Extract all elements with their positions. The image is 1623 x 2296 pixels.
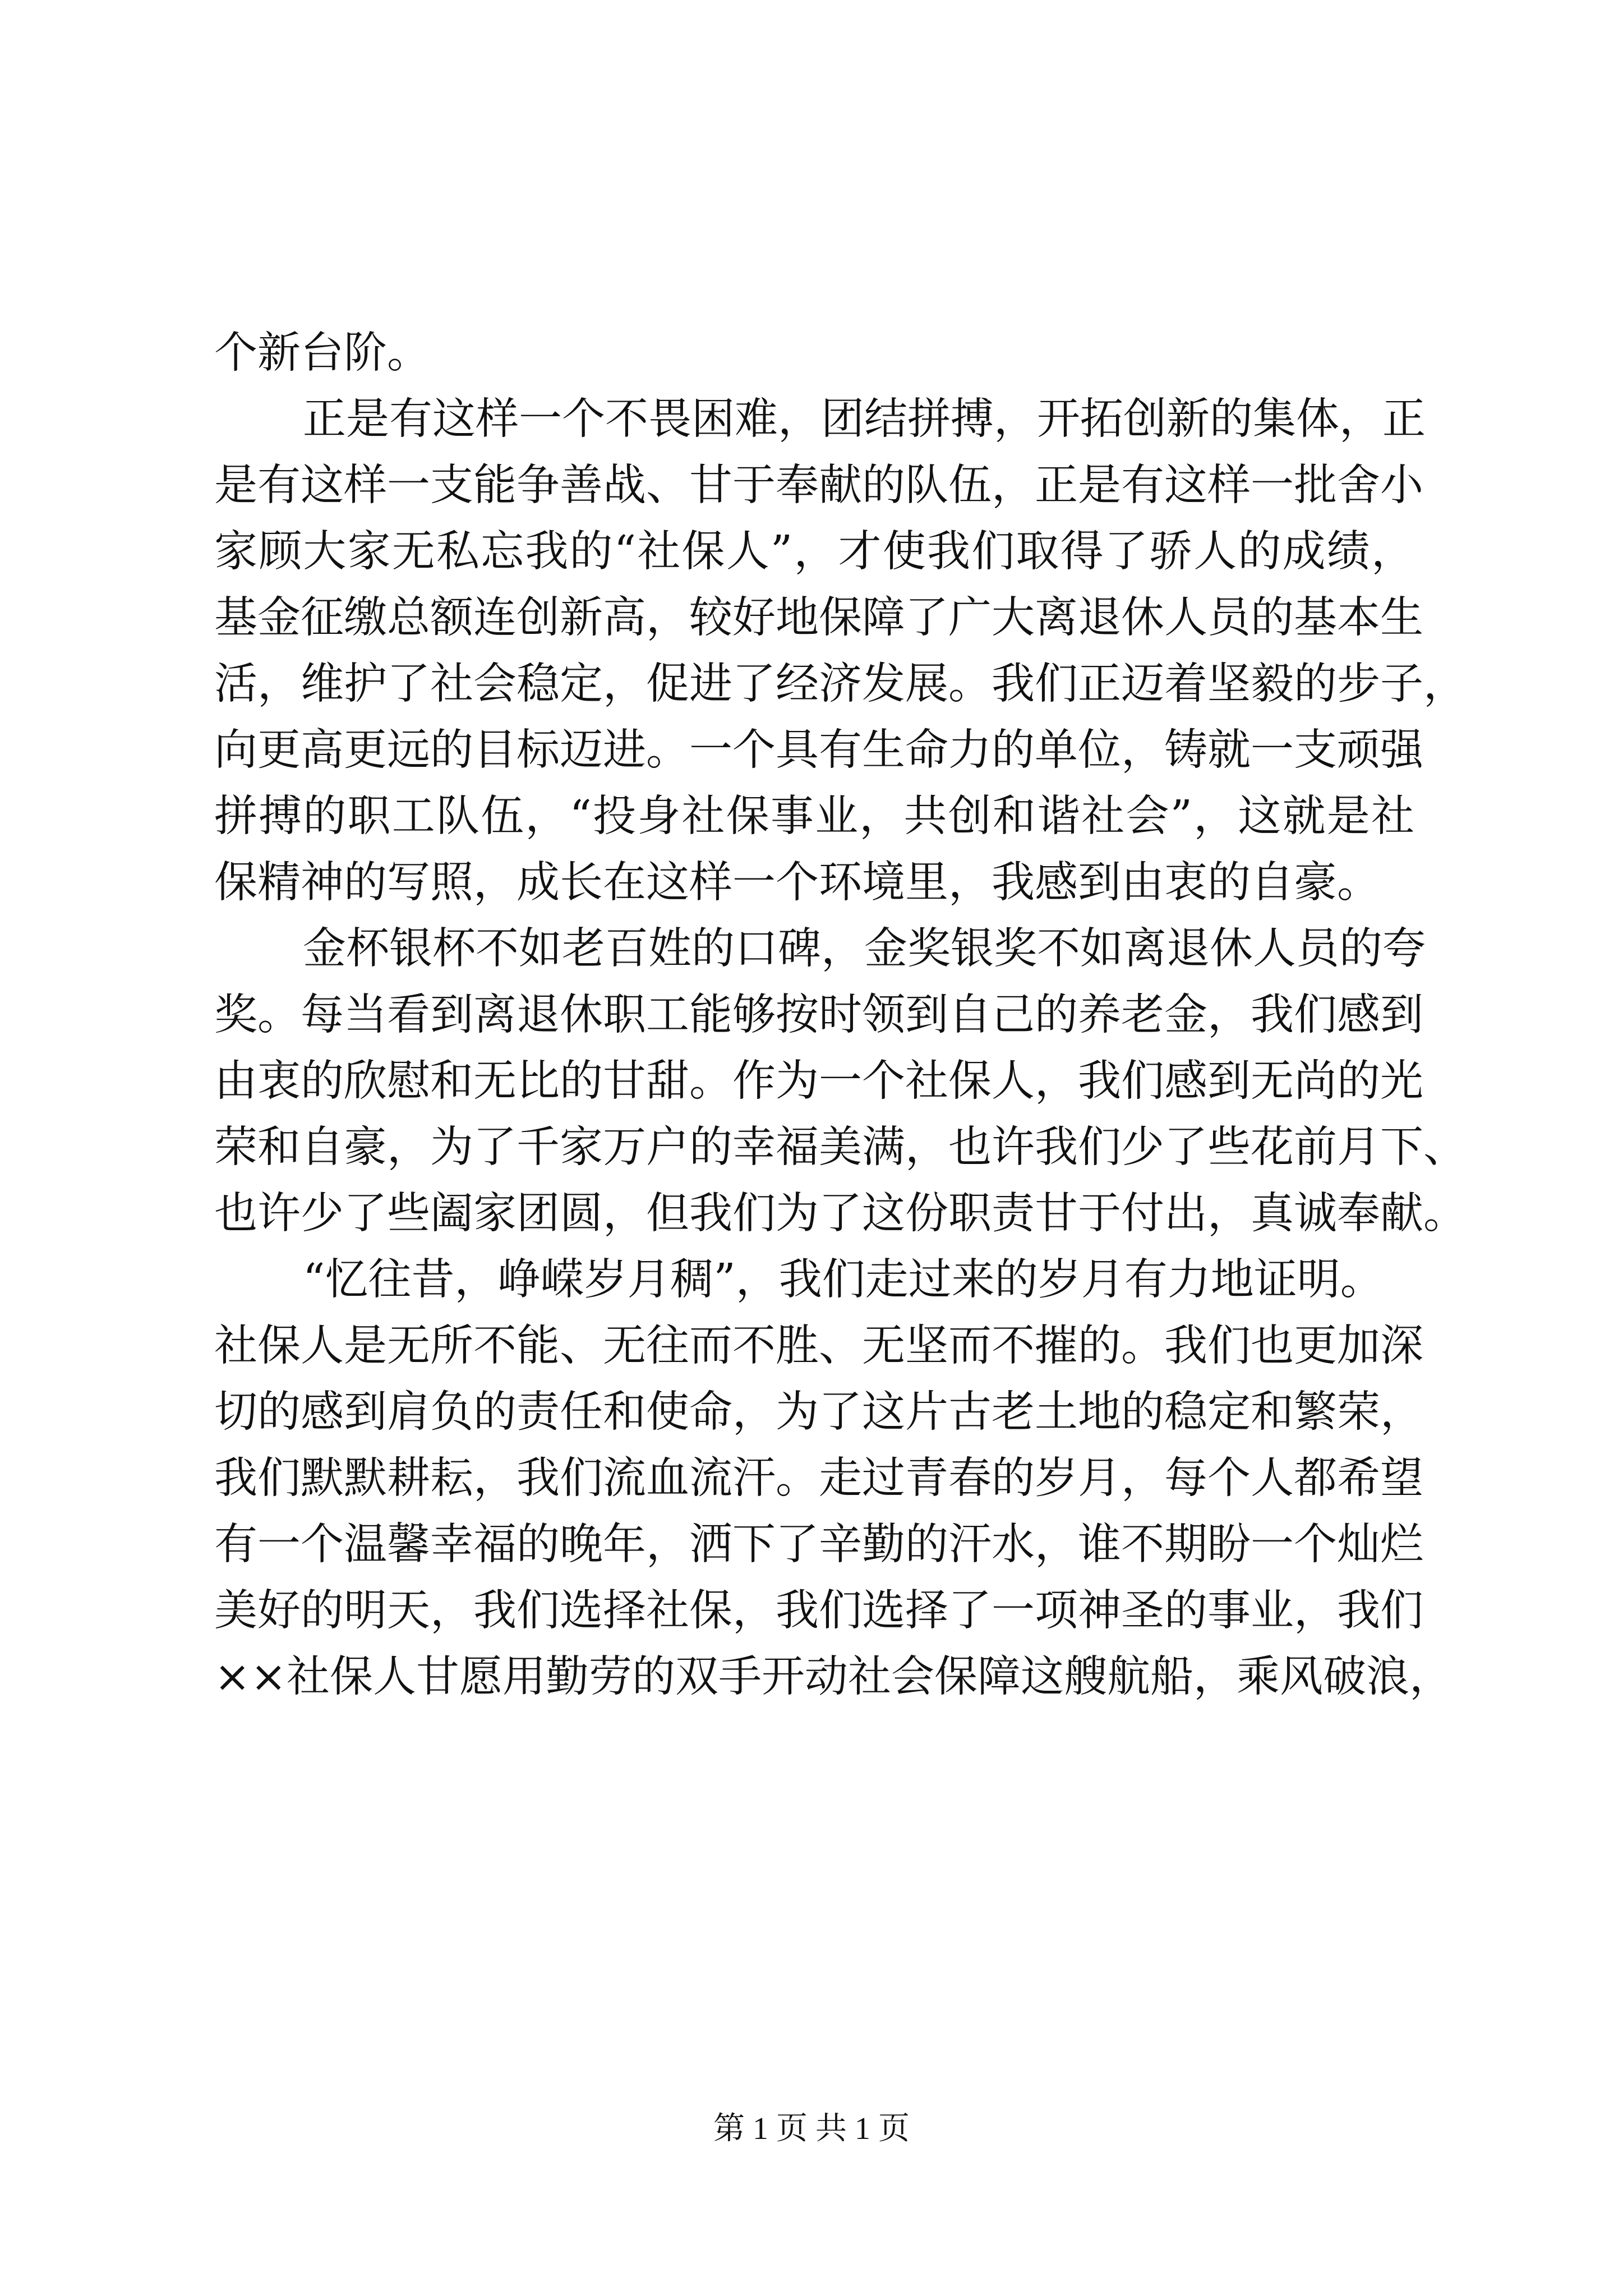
page-footer: 第 1 页 共 1 页 — [713, 2111, 910, 2146]
text-line: 美好的明天，我们选择社保，我们选择了一项神圣的事业，我们 — [214, 1586, 1423, 1636]
text-line: 保精神的写照，成长在这样一个环境里，我感到由衷的自豪。 — [214, 858, 1380, 908]
text-line: ××社保人甘愿用勤劳的双手开动社会保障这艘航船，乘风破浪， — [214, 1652, 1453, 1702]
text-line: 向更高更远的目标迈进。一个具有生命力的单位，铸就一支顽强 — [214, 725, 1423, 775]
text-line: 拼搏的职工队伍，“投身社保事业，共创和谐社会”，这就是社 — [214, 792, 1414, 841]
text-line: 金杯银杯不如老百姓的口碑，金奖银奖不如离退休人员的夸 — [303, 924, 1426, 974]
text-line: 正是有这样一个不畏困难，团结拼搏，开拓创新的集体，正 — [303, 394, 1426, 444]
text-line: 切的感到肩负的责任和使命，为了这片古老土地的稳定和繁荣， — [214, 1387, 1423, 1437]
text-line: 社保人是无所不能、无往而不胜、无坚而不摧的。我们也更加深 — [214, 1321, 1423, 1371]
text-line: 荣和自豪，为了千家万户的幸福美满，也许我们少了些花前月下、 — [214, 1122, 1467, 1172]
text-line: 个新台阶。 — [214, 328, 430, 378]
text-line: 也许少了些阖家团圆，但我们为了这份职责甘于付出，真诚奉献。 — [214, 1189, 1467, 1239]
text-line: 是有这样一支能争善战、甘于奉献的队伍，正是有这样一批舍小 — [214, 461, 1423, 510]
text-line: 有一个温馨幸福的晚年，洒下了辛勤的汗水，谁不期盼一个灿烂 — [214, 1520, 1423, 1570]
text-line: 我们默默耕耘，我们流血流汗。走过青春的岁月，每个人都希望 — [214, 1453, 1423, 1503]
text-line: 家顾大家无私忘我的“社保人”，才使我们取得了骄人的成绩， — [214, 527, 1414, 577]
text-line: 由衷的欣慰和无比的甘甜。作为一个社保人，我们感到无尚的光 — [214, 1056, 1423, 1106]
text-line: 基金征缴总额连创新高，较好地保障了广大离退休人员的基本生 — [214, 593, 1423, 643]
text-line: 活，维护了社会稳定，促进了经济发展。我们正迈着坚毅的步子， — [214, 659, 1467, 709]
text-line: 奖。每当看到离退休职工能够按时领到自己的养老金，我们感到 — [214, 990, 1423, 1040]
text-line: “忆往昔，峥嵘岁月稠”，我们走过来的岁月有力地证明。 — [303, 1255, 1384, 1305]
